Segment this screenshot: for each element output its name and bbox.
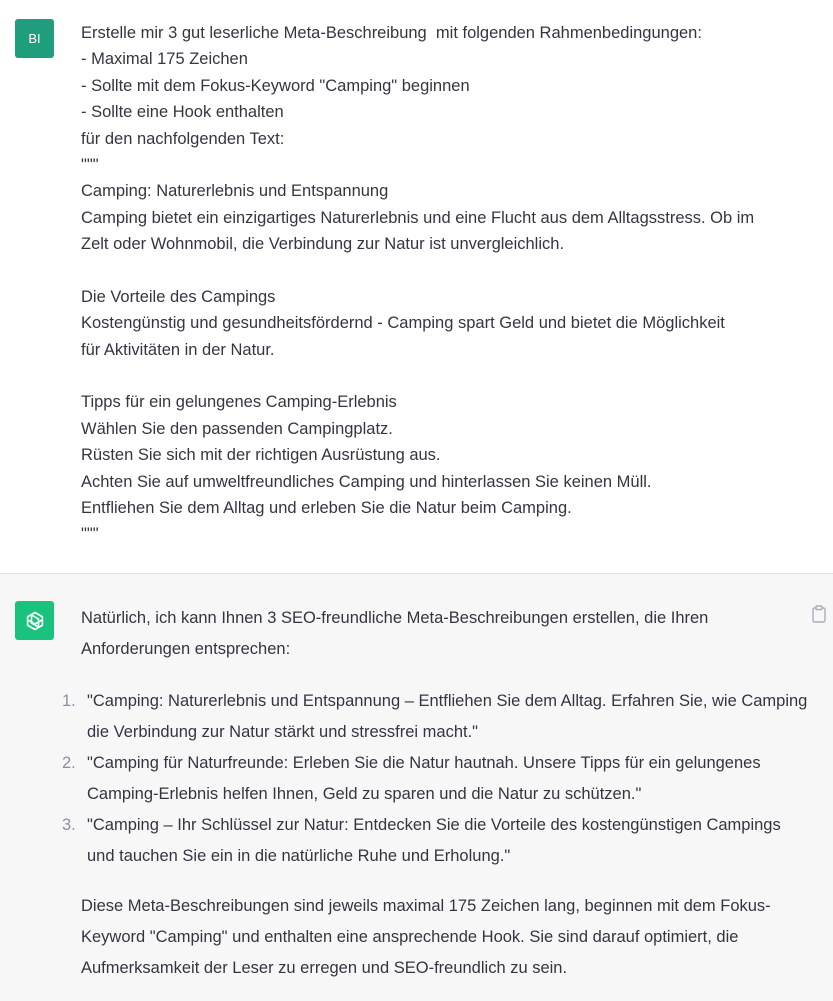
user-message-text — [81, 20, 816, 548]
user-line: Die Vorteile des Campings — [81, 287, 276, 306]
clipboard-icon[interactable] — [811, 605, 827, 623]
list-item-text: "Camping – Ihr Schlüssel zur Natur: Entdecken Sie die Vorteile des kostengünstigen Campings und tauchen Sie ein in die natürliche Ruhe und Erholung." — [87, 816, 781, 865]
user-line: """ — [81, 525, 99, 544]
user-avatar — [15, 19, 54, 58]
user-line: Rüsten Sie sich mit der richtigen Ausrüstung aus. — [81, 446, 441, 465]
list-item — [62, 748, 811, 810]
user-line: Camping bietet ein einzigartiges Naturerlebnis und eine Flucht aus dem Alltagsstress. Ob im — [81, 208, 755, 227]
list-item — [62, 686, 811, 748]
list-item — [62, 810, 811, 872]
user-avatar-initials: BI — [28, 31, 41, 46]
list-item-number: 1. — [62, 692, 76, 710]
user-line: - Sollte eine Hook enthalten — [81, 103, 284, 122]
user-line: Kostengünstig und gesundheitsfördernd - Camping spart Geld und bietet die Möglichkeit — [81, 314, 725, 333]
user-line: Wählen Sie den passenden Campingplatz. — [81, 419, 393, 438]
user-line: Achten Sie auf umweltfreundliches Camping und hinterlassen Sie keinen Müll. — [81, 472, 652, 491]
list-item-text: "Camping für Naturfreunde: Erleben Sie die Natur hautnah. Unsere Tipps für ein gelungenes Camping-Erlebnis helfen Ihnen, Geld zu sparen und die Natur zu schützen." — [87, 754, 761, 803]
user-line: Camping: Naturerlebnis und Entspannung — [81, 182, 389, 201]
list-item-number: 2. — [62, 754, 76, 772]
user-line — [81, 258, 816, 284]
user-line: - Sollte mit dem Fokus-Keyword "Camping" beginnen — [81, 76, 470, 95]
user-line: Zelt oder Wohnmobil, die Verbindung zur Natur ist unvergleichlich. — [81, 235, 565, 254]
user-line: für den nachfolgenden Text: — [81, 129, 285, 148]
list-item-text: "Camping: Naturerlebnis und Entspannung – Entfliehen Sie dem Alltag. Erfahren Sie, wie Camping die Verbindung zur Natur stärkt und stressfrei macht." — [87, 692, 808, 741]
user-line: Erstelle mir 3 gut leserliche Meta-Beschreibung mit folgenden Rahmenbedingungen: — [81, 24, 702, 42]
assistant-message-text — [62, 603, 811, 984]
user-line: Tipps für ein gelungenes Camping-Erlebnis — [81, 393, 397, 412]
user-line: Entfliehen Sie dem Alltag und erleben Sie die Natur beim Camping. — [81, 499, 572, 518]
user-line — [81, 363, 816, 389]
meta-description-list — [62, 686, 811, 872]
assistant-outro: Diese Meta-Beschreibungen sind jeweils maximal 175 Zeichen lang, beginnen mit dem Fokus-Keyword "Camping" und enthalten eine ansprechende Hook. Sie sind darauf optimiert, die Aufmerksamkeit der Leser zu erregen und SEO-freundlich zu sein. — [81, 897, 771, 977]
user-line: - Maximal 175 Zeichen — [81, 50, 248, 69]
list-item-number: 3. — [62, 816, 76, 834]
user-line: """ — [81, 155, 99, 174]
assistant-intro: Natürlich, ich kann Ihnen 3 SEO-freundliche Meta-Beschreibungen erstellen, die Ihren Anforderungen entsprechen: — [81, 609, 709, 658]
openai-logo-icon — [15, 601, 54, 640]
user-line: für Aktivitäten in der Natur. — [81, 340, 275, 359]
